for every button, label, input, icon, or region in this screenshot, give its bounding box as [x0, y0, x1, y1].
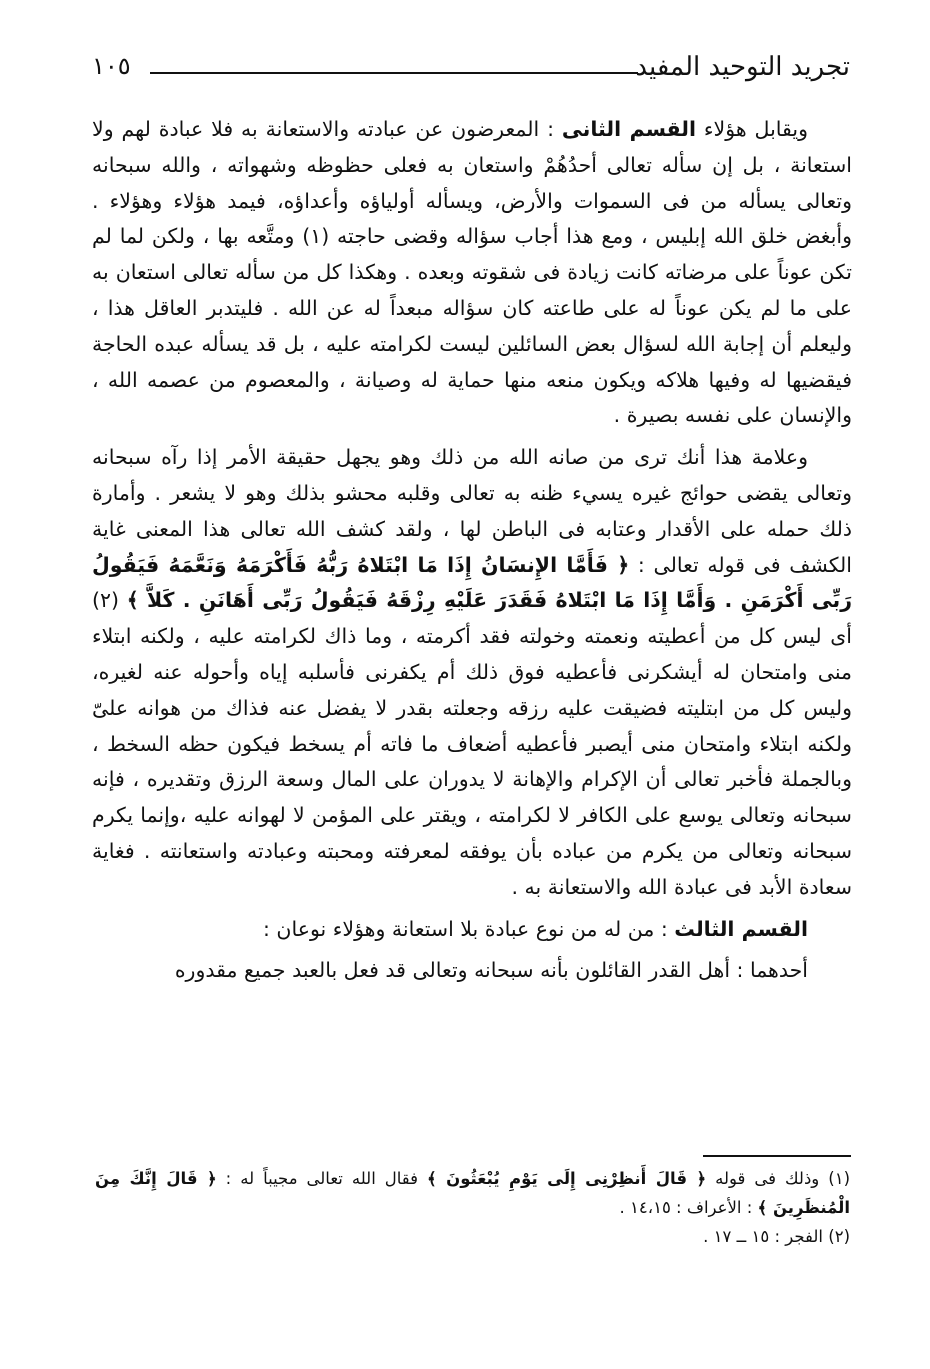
footnote-2: (٢) الفجر : ١٥ ــ ١٧ . [703, 1227, 850, 1246]
paragraph-3 [92, 912, 852, 948]
paragraph-2 [92, 440, 852, 905]
footnote-1-text-b: فقال الله تعالى مجيباً له : [216, 1169, 427, 1188]
section-heading-second: القسم الثانى [561, 117, 697, 141]
footnote-1-text-a: (١) وذلك فى قوله [706, 1169, 851, 1188]
paragraph-1-text: : المعرضون عن عبادته والاستعانة به فلا عبادة لهم ولا استعانة ، بل إن سأله تعالى أحدُهُمْ واستعان به فعلى حظوظه وشهواته ، والله سبحانه وتعالى يسأله من فى السموات والأرض، ويسأله أولياؤه وأعداؤه، فيمد هؤلاء وهؤلاء . وأبغض خلق الله إبليس ، ومع هذا أجاب سؤاله وقضى حاجته (١) ومتَّعه بها ، ولكن لما لم تكن عوناً على مرضاته كانت زيادة فى شقوته وبعده . وهكذا كل من سأله تعالى استعان به على ما لم يكن عوناً له على طاعته كان سؤاله مبعداً له عن الله . فليتدبر العاقل هذا ، وليعلم أن إجابة الله لسؤال بعض السائلين ليست لكرامته عليه ، بل قد يسأله عبده الحاجة فيقضيها له وفيها هلاكه ويكون منعه منها حماية له وصيانة ، والمعصوم من عصمه الله ، والإنسان على نفسه بصيرة . [92, 117, 852, 428]
header-rule [150, 72, 638, 74]
paragraph-2-text-a: وعلامة هذا أنك ترى من صانه الله من ذلك وهو يجهل حقيقة الأمر إذا رآه سبحانه وتعالى يقضى حوائج غيره يسيء ظنه به تعالى وقلبه محشو بذلك وهو لا يشعر . وأمارة ذلك حمله على الأقدار وعتابه فى الباطن لها ، ولقد كشف الله تعالى هذا المعنى غاية الكشف فى قوله تعالى : [92, 445, 853, 577]
page-number: ١٠٥ [92, 52, 131, 80]
footnote-1 [95, 1164, 850, 1222]
page-header [92, 52, 850, 92]
footnote-1-quran-b: ﴿ قَالَ إِنَّكَ مِنَ الْمُنظَرِينَ ﴾ [95, 1169, 850, 1217]
footnote-rule [703, 1155, 851, 1157]
paragraph-1 [92, 112, 852, 434]
paragraph-2-text-b: (٢) أى ليس كل من أعطيته ونعمته وخولته فقد أكرمته ، وما ذاك لكرامته عليه ، ولكنه ابتلاء منى وامتحان له أيشكرنى فأعطيه فوق ذلك أم يكفرنى فأسلبه إياه وأحوله عنه لغيره، وليس كل من ابتليته فضيقت عليه رزقه وجعلته بقدر لا يفضل عنه فذاك من هوانه علىّ ولكنه ابتلاء وامتحان منى أيصبر فأعطيه أضعاف ما فاته أم يسخط فيكون حظه السخط ، وبالجملة فأخبر تعالى أن الإكرام والإهانة لا يدوران على المال وسعة الرزق وتقديره ، فإنه سبحانه وتعالى يوسع على الكافر لا لكرامته ، ويقتر على المؤمن لا لهوانه عليه ،وإنما يكرم سبحانه وتعالى من يكرم من عباده بأن يوفقه لمعرفته ومحبته وعبادته واستعانته . فغاية سعادة الأبد فى عبادة الله والاستعانة به . [92, 588, 852, 899]
paragraph-1-lead: ويقابل هؤلاء [696, 117, 808, 141]
paragraph-3-text: : من له من نوع عبادة بلا استعانة وهؤلاء نوعان : [262, 916, 675, 941]
paragraph-4 [92, 953, 852, 989]
footnote-1-text-c: : الأعراف : ١٤،١٥ . [619, 1198, 758, 1217]
running-title: تجريد التوحيد المفيد [635, 52, 850, 82]
quran-verse: ﴿ فَأَمَّا الإِنسَانُ إِذَا مَا ابْتَلاهُ رَبُّهُ فَأَكْرَمَهُ وَنَعَّمَهُ فَيَقُولُ رَبِّى أَكْرَمَنِ . وَأَمَّا إِذَا مَا ابْتَلاهُ فَقَدَرَ عَلَيْهِ رِزْقَهُ فَيَقُولُ رَبِّى أَهَانَنِ . كَلاَّ ﴾ [92, 552, 852, 613]
section-heading-third: القسم الثالث [674, 916, 808, 941]
paragraph-4-text: أحدهما : أهل القدر القائلون بأنه سبحانه وتعالى قد فعل بالعبد جميع مقدوره [174, 958, 808, 983]
main-text [92, 112, 852, 995]
footnote-1-quran-a: ﴿ قَالَ أَنظِرْنِى إِلَى يَوْمِ يُبْعَثُونَ ﴾ [426, 1169, 707, 1188]
footnotes [95, 1164, 850, 1251]
